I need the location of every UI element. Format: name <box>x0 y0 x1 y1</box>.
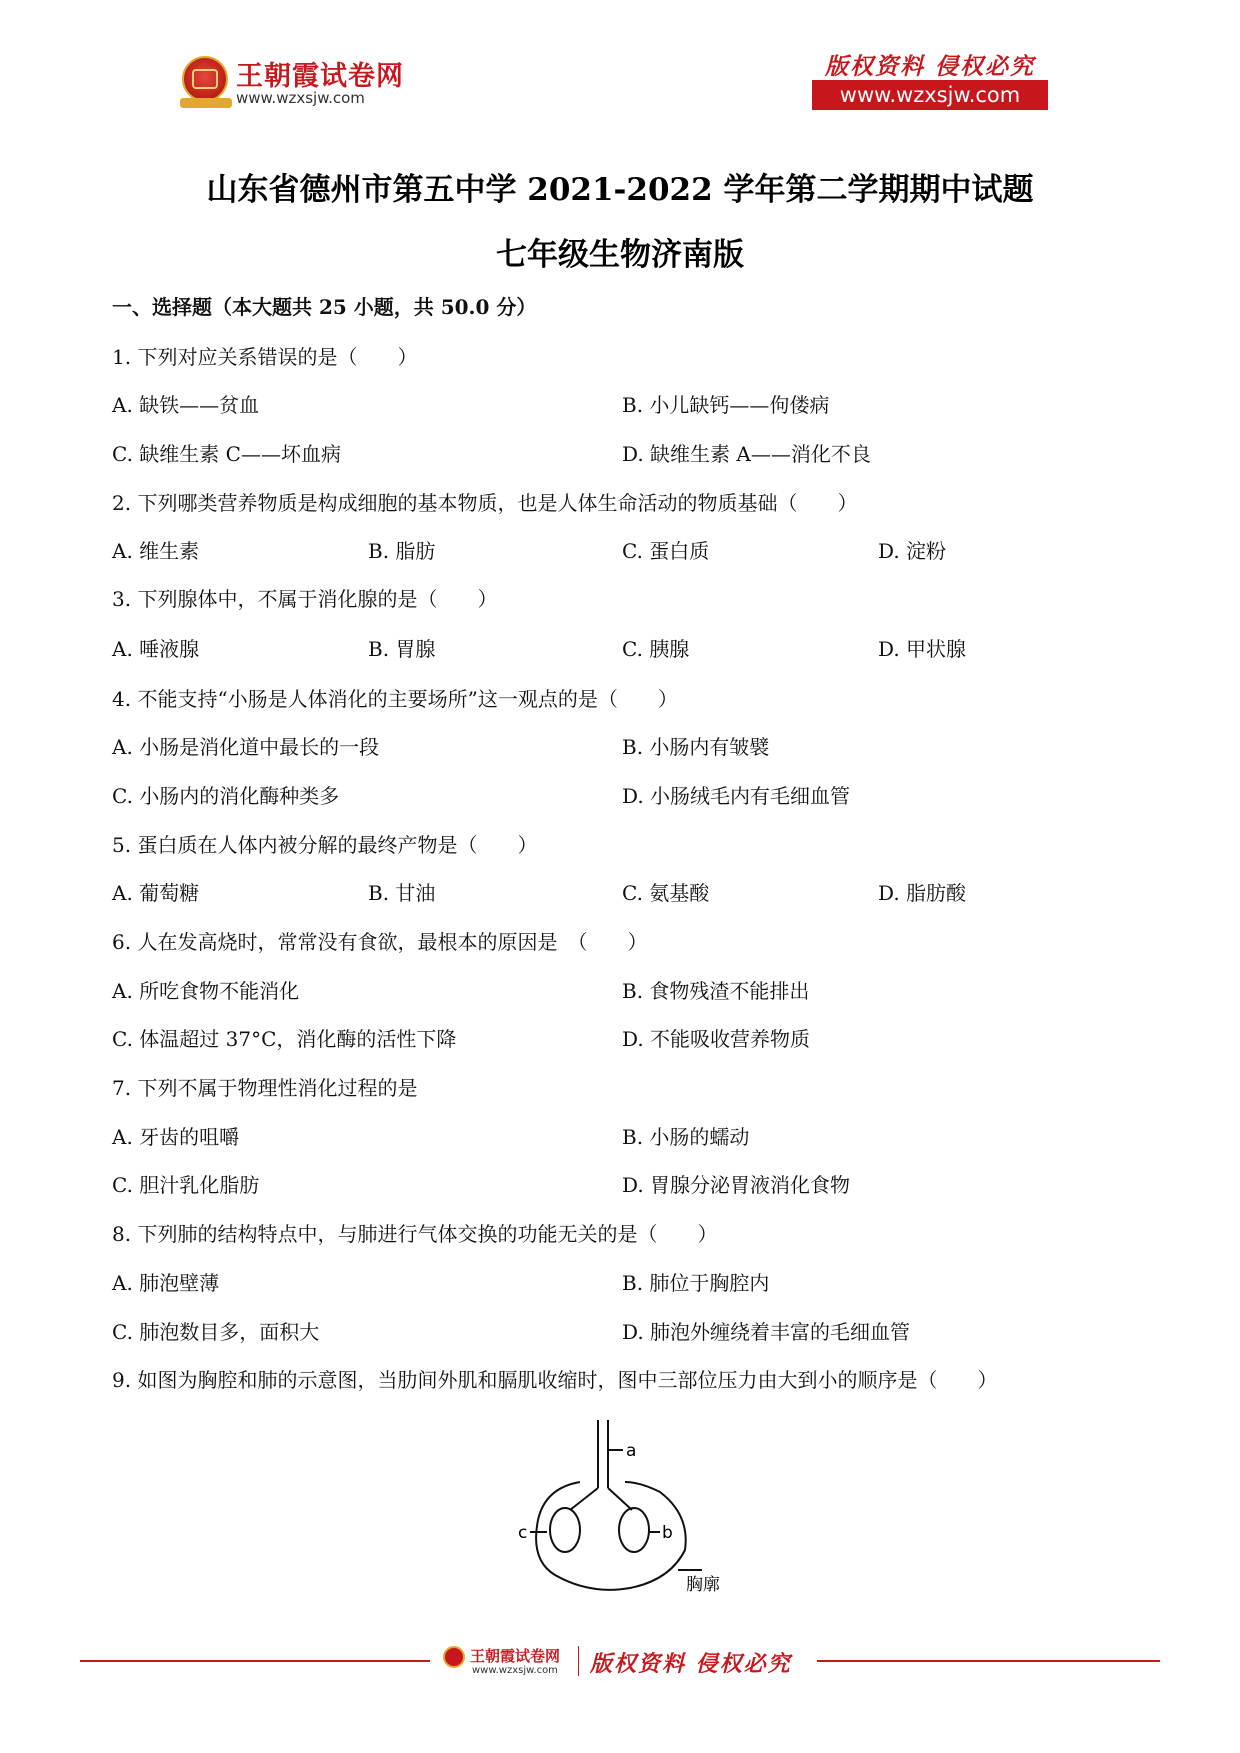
q5-option-b: B. 甘油 <box>368 881 436 905</box>
q4-stem: 4. 不能支持“小肠是人体消化的主要场所”这一观点的是（ ） <box>112 687 678 711</box>
q2-option-b: B. 脂肪 <box>368 539 436 563</box>
q1-option-b: B. 小儿缺钙——佝偻病 <box>622 393 830 417</box>
trachea <box>598 1420 608 1488</box>
footer-copyright: 版权资料 侵权必究 <box>590 1651 792 1677</box>
q1-option-c: C. 缺维生素 C——坏血病 <box>112 442 341 466</box>
q1-stem: 1. 下列对应关系错误的是（ ） <box>112 345 418 369</box>
copyright-stamp <box>812 48 1048 110</box>
right-lung <box>619 1508 649 1552</box>
label-a: a <box>626 1441 637 1461</box>
q2-option-c: C. 蛋白质 <box>622 539 710 563</box>
section-heading: 一、选择题（本大题共 25 小题，共 50.0 分） <box>112 295 537 319</box>
site-logo <box>182 52 412 114</box>
label-b: b <box>662 1523 673 1543</box>
q4-option-d: D. 小肠绒毛内有毛细血管 <box>622 784 851 808</box>
footer-seal-icon <box>443 1646 465 1668</box>
q6-option-c: C. 体温超过 37°C，消化酶的活性下降 <box>112 1027 457 1051</box>
q5-option-d: D. 脂肪酸 <box>878 881 967 905</box>
logo-title: 王朝霞试卷网 <box>236 61 404 92</box>
bronchi <box>570 1488 632 1510</box>
q3-option-a: A. 唾液腺 <box>112 637 200 661</box>
q5-stem: 5. 蛋白质在人体内被分解的最终产物是（ ） <box>112 833 538 857</box>
copyright-url: www.wzxsjw.com <box>812 80 1048 110</box>
q8-option-b: B. 肺位于胸腔内 <box>622 1271 770 1295</box>
copyright-text: 版权资料 侵权必究 <box>824 53 1035 80</box>
q5-option-c: C. 氨基酸 <box>622 881 710 905</box>
label-c: c <box>518 1523 528 1543</box>
q8-option-a: A. 肺泡壁薄 <box>112 1271 220 1295</box>
q3-option-c: C. 胰腺 <box>622 637 690 661</box>
thorax-lung-diagram <box>510 1420 740 1600</box>
footer-divider-right <box>817 1660 1160 1662</box>
footer-separator <box>578 1646 579 1676</box>
q2-stem: 2. 下列哪类营养物质是构成细胞的基本物质，也是人体生命活动的物质基础（ ） <box>112 491 858 515</box>
q2-option-d: D. 淀粉 <box>878 539 947 563</box>
q6-option-a: A. 所吃食物不能消化 <box>112 979 300 1003</box>
q8-option-d: D. 肺泡外缠绕着丰富的毛细血管 <box>622 1320 911 1344</box>
q8-option-c: C. 肺泡数目多，面积大 <box>112 1320 320 1344</box>
q7-option-c: C. 胆汁乳化脂肪 <box>112 1173 260 1197</box>
label-chest: 胸廓 <box>686 1575 720 1595</box>
q6-option-d: D. 不能吸收营养物质 <box>622 1027 811 1051</box>
q8-stem: 8. 下列肺的结构特点中，与肺进行气体交换的功能无关的是（ ） <box>112 1222 718 1246</box>
q7-option-d: D. 胃腺分泌胃液消化食物 <box>622 1173 851 1197</box>
q5-option-a: A. 葡萄糖 <box>112 881 200 905</box>
q9-stem: 9. 如图为胸腔和肺的示意图，当肋间外肌和膈肌收缩时，图中三部位压力由大到小的顺序是（ ） <box>112 1368 998 1392</box>
footer-divider-left <box>80 1660 430 1662</box>
page-subtitle: 七年级生物济南版 <box>496 237 744 273</box>
q3-option-b: B. 胃腺 <box>368 637 436 661</box>
q3-option-d: D. 甲状腺 <box>878 637 967 661</box>
footer-logo-title: 王朝霞试卷网 <box>470 1647 561 1665</box>
logo-url: www.wzxsjw.com <box>236 89 365 107</box>
q3-stem: 3. 下列腺体中，不属于消化腺的是（ ） <box>112 587 498 611</box>
q4-option-a: A. 小肠是消化道中最长的一段 <box>112 735 380 759</box>
footer-logo-url: www.wzxsjw.com <box>472 1665 558 1676</box>
q7-option-b: B. 小肠的蠕动 <box>622 1125 750 1149</box>
q1-option-a: A. 缺铁——贫血 <box>112 393 260 417</box>
seal-logo-icon <box>182 56 228 102</box>
page-footer <box>0 1640 1240 1680</box>
page-title: 山东省德州市第五中学 2021-2022 学年第二学期期中试题 <box>206 172 1034 208</box>
q2-option-a: A. 维生素 <box>112 539 200 563</box>
q6-stem: 6. 人在发高烧时，常常没有食欲，最根本的原因是 （ ） <box>112 930 648 954</box>
q4-option-c: C. 小肠内的消化酶种类多 <box>112 784 340 808</box>
q1-option-d: D. 缺维生素 A——消化不良 <box>622 442 871 466</box>
q6-option-b: B. 食物残渣不能排出 <box>622 979 810 1003</box>
q7-stem: 7. 下列不属于物理性消化过程的是 <box>112 1076 418 1100</box>
left-lung <box>550 1508 580 1552</box>
q4-option-b: B. 小肠内有皱襞 <box>622 735 770 759</box>
q7-option-a: A. 牙齿的咀嚼 <box>112 1125 240 1149</box>
